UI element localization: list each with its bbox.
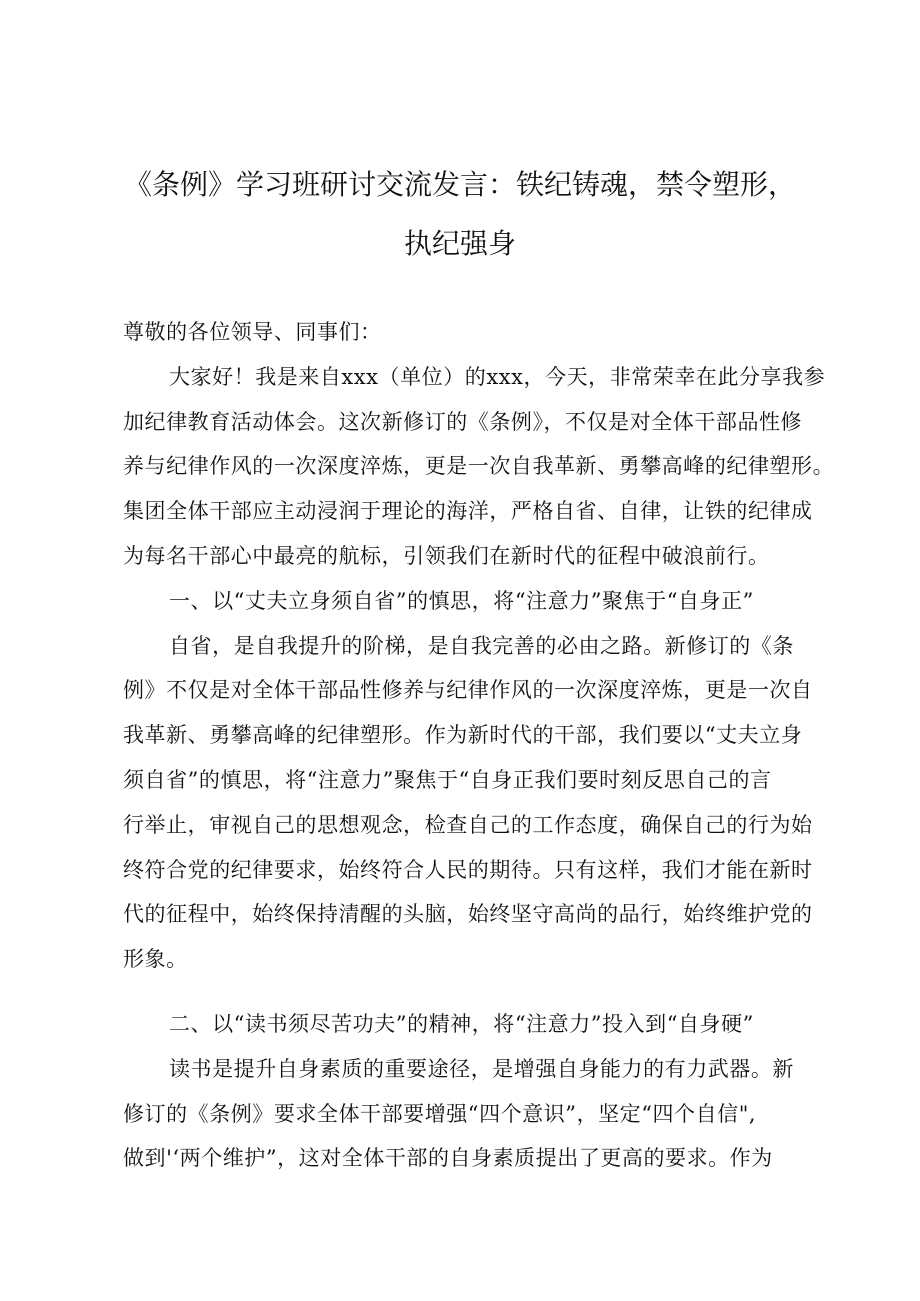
- paragraph-line: 代的征程中，始终保持清醒的头脑，始终坚守高尚的品行，始终维护党的: [123, 902, 813, 927]
- paragraph-line: 我革新、勇攀高峰的纪律塑形。作为新时代的干部，我们要以“丈夫立身: [123, 723, 803, 748]
- paragraph-line: 集团全体干部应主动浸润于理论的海洋，严格自省、自律，让铁的纪律成: [123, 499, 813, 524]
- paragraph-line: 须自省”的慎思，将“注意力”聚焦于“自身正我们要时刻反思自己的言: [123, 767, 772, 792]
- paragraph-line: 做到'‘两个维护”，这对全体干部的自身素质提出了更高的要求。作为: [123, 1146, 773, 1171]
- paragraph-line: 自省，是自我提升的阶梯，是自我完善的必由之路。新修订的《条: [169, 633, 794, 658]
- paragraph-line: 读书是提升自身素质的重要途径，是增强自身能力的有力武器。新: [169, 1056, 794, 1081]
- paragraph-line: 终符合党的纪律要求，始终符合人民的期待。只有这样，我们才能在新时: [123, 857, 813, 882]
- section-heading-1: 一、以“丈夫立身须自省”的慎思，将“注意力”聚焦于“自身正”: [169, 588, 754, 613]
- salutation: 尊敬的各位领导、同事们：: [123, 320, 382, 344]
- paragraph-line: 例》不仅是对全体干部品性修养与纪律作风的一次深度淬炼，更是一次自: [123, 678, 813, 703]
- paragraph-gap: [123, 982, 803, 1002]
- document-body: [123, 310, 835, 1181]
- paragraph-line: 行举止，审视自己的思想观念，检查自己的工作态度，确保自己的行为始: [123, 812, 813, 837]
- document-title-line-2: 执纪强身: [403, 227, 516, 260]
- paragraph-line: 形象。: [123, 947, 188, 972]
- document-title-line-1: 《条例》学习班研讨交流发言：铁纪铸魂，禁令塑形，: [123, 168, 796, 201]
- paragraph-line: 大家好！我是来自xxx（单位）的xxx，今天，非常荣幸在此分享我参: [169, 364, 826, 389]
- section-heading-2: 二、以“读书须尽苦功夫”的精神，将“注意力”投入到“自身硬”: [169, 1011, 754, 1036]
- paragraph-line: 养与纪律作风的一次深度淬炼，更是一次自我革新、勇攀高峰的纪律塑形。: [123, 454, 835, 479]
- paragraph-line: 修订的《条例》要求全体干部要增强“四个意识”，坚定“四个自信",: [123, 1101, 757, 1126]
- paragraph-line: 加纪律教育活动体会。这次新修订的《条例》，不仅是对全体干部品性修: [123, 409, 803, 434]
- paragraph-line: 为每名干部心中最亮的航标，引领我们在新时代的征程中破浪前行。: [123, 543, 770, 568]
